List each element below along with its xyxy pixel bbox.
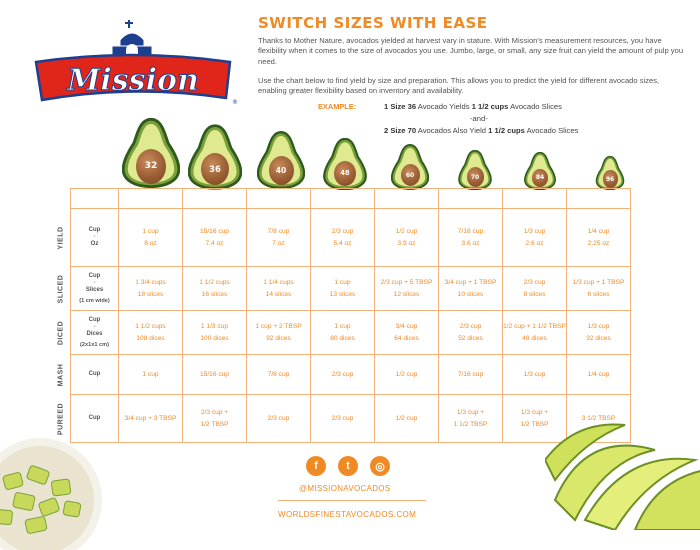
avocado-pit-label: 70 — [467, 167, 484, 187]
unit-secondary-note: (2x1x1 cm) — [80, 341, 109, 348]
cell-primary-value: 3 1/2 TBSP — [581, 414, 616, 422]
cell-primary-value: 1/2 cup — [395, 414, 418, 422]
cell-secondary-value: 8 oz — [144, 239, 157, 247]
cell-primary-value: 1 3/4 cups — [135, 278, 166, 286]
table-cell — [567, 267, 631, 311]
table-cell — [247, 355, 311, 395]
cell-primary-value: 7/16 cup — [457, 370, 484, 378]
table-cell — [503, 311, 567, 355]
yield-chart-table — [57, 188, 631, 443]
cell-primary-value: 2/3 cup — [331, 414, 354, 422]
cell-secondary-value: 8 slices — [523, 290, 546, 298]
row-unit-cell — [57, 355, 119, 395]
unit-primary: Cup — [88, 415, 101, 421]
cell-primary-value: 7/8 cup — [267, 370, 290, 378]
cell-primary-value: 1 cup — [334, 322, 351, 330]
avocado-pit-label: 32 — [136, 149, 166, 184]
avocado-size-48 — [323, 138, 367, 190]
avocado-pit-label: 36 — [201, 153, 229, 185]
row-label: DICED — [57, 320, 65, 345]
table-row-diced — [71, 311, 631, 355]
cell-secondary-value: 80 dices — [330, 334, 355, 342]
example-line-1: 1 Size 36 Avocado Yields 1 1/2 cups Avocado Slices — [384, 102, 562, 111]
footer-divider — [278, 500, 426, 501]
logo-wordmark: Mission — [67, 63, 199, 98]
social-handle[interactable]: @MISSIONAVOCADOS — [299, 484, 391, 493]
table-cell — [375, 209, 439, 267]
cell-primary-value: 1 cup + 2 TBSP — [255, 322, 302, 330]
cell-primary-value: 1 cup — [334, 278, 351, 286]
unit-secondary: Oz — [90, 241, 99, 247]
twitter-icon[interactable]: t — [338, 456, 358, 476]
cell-primary-value: 2/3 cup — [331, 227, 354, 235]
cell-primary-value: 1/3 cup + 1 TBSP — [572, 278, 625, 286]
unit-primary: Cup — [88, 272, 101, 279]
row-label: YIELD — [57, 225, 65, 250]
avocado-size-96 — [595, 156, 625, 190]
cell-secondary-value: 92 dices — [266, 334, 291, 342]
avocado-pit-label: 60 — [401, 164, 420, 186]
cell-primary-value: 7/8 cup — [267, 227, 290, 235]
table-cell — [567, 311, 631, 355]
cell-secondary-value: 14 slices — [265, 290, 292, 298]
unit-primary: Cup — [88, 227, 101, 233]
cell-primary-value: 3/4 cup + 3 TBSP — [124, 414, 177, 422]
table-header-row — [71, 189, 631, 209]
cell-primary-value: 1 cup — [142, 227, 159, 235]
cell-secondary-value: 108 dices — [136, 334, 165, 342]
cell-primary-value: 1 1/4 cups — [263, 278, 294, 286]
row-unit-cell: DICED Cup - Dices (2x1x1 cm) — [71, 311, 119, 355]
cell-secondary-value: 32 dices — [586, 334, 611, 342]
cell-primary-value: 1 1/2 cups — [199, 278, 230, 286]
cell-secondary-value: 1 1/2 TBSP — [453, 420, 488, 428]
row-label: PUREED — [57, 402, 65, 435]
cell-secondary-value: 18 slices — [137, 290, 164, 298]
cell-secondary-value: 2.6 oz — [525, 239, 544, 247]
cell-secondary-value: 3.9 oz — [397, 239, 416, 247]
cell-primary-value: 1 cup — [142, 370, 159, 378]
avocado-size-40 — [257, 130, 305, 190]
cell-primary-value: 3/4 cup — [395, 322, 418, 330]
cell-secondary-value: 100 dices — [200, 334, 229, 342]
table-row-mash — [71, 355, 631, 395]
cell-primary-value: 2/3 cup — [267, 414, 290, 422]
cell-secondary-value: 5.4 oz — [333, 239, 352, 247]
cell-secondary-value: 7 oz — [272, 239, 285, 247]
cell-secondary-value: 3.6 oz — [461, 239, 480, 247]
cell-primary-value: 2/3 cup — [331, 370, 354, 378]
table-cell — [247, 311, 311, 355]
cell-primary-value: 2/3 cup + 5 TBSP — [380, 278, 433, 286]
cell-primary-value: 3/4 cup + 1 TBSP — [444, 278, 497, 286]
cell-primary-value: 7/16 cup — [457, 227, 484, 235]
table-row-yield — [71, 209, 631, 267]
cell-primary-value: 1/3 cup + — [456, 408, 485, 416]
table-cell — [375, 395, 439, 443]
table-cell — [183, 355, 247, 395]
cell-secondary-value: 13 slices — [329, 290, 356, 298]
example-line-2: 2 Size 70 Avocados Also Yield 1 1/2 cups Avocado Slices — [384, 126, 579, 135]
table-cell — [311, 355, 375, 395]
table-cell — [375, 267, 439, 311]
cell-secondary-value: 16 slices — [201, 290, 228, 298]
example-label: EXAMPLE: — [318, 102, 357, 111]
table-cell — [247, 395, 311, 443]
table-cell — [247, 209, 311, 267]
avocado-size-60 — [391, 144, 429, 190]
cell-secondary-value: 6 slices — [587, 290, 610, 298]
table-cell — [439, 267, 503, 311]
row-label: MASH — [57, 363, 65, 386]
table-cell — [247, 267, 311, 311]
table-cell — [503, 267, 567, 311]
cell-primary-value: 1/2 cup — [395, 227, 418, 235]
cell-secondary-value: 48 dices — [522, 334, 547, 342]
instagram-icon[interactable]: ◎ — [370, 456, 390, 476]
table-cell — [119, 209, 183, 267]
cell-primary-value: 1 1/3 cup — [200, 322, 229, 330]
unit-primary: Cup — [88, 316, 101, 323]
avocado-pit-label: 84 — [532, 169, 548, 187]
table-cell — [311, 267, 375, 311]
table-cell — [439, 311, 503, 355]
table-cell — [439, 355, 503, 395]
mission-logo — [28, 18, 238, 108]
cell-primary-value: 1 1/2 cups — [135, 322, 166, 330]
table-cell — [375, 355, 439, 395]
table-cell — [439, 395, 503, 443]
avocado-size-36 — [188, 124, 242, 190]
table-cell — [119, 311, 183, 355]
table-cell — [183, 311, 247, 355]
avocado-pit-label: 48 — [334, 161, 356, 186]
avocado-pit-label: 40 — [269, 156, 294, 185]
table-cell — [567, 355, 631, 395]
cell-primary-value: 2/3 cup + — [200, 408, 229, 416]
cell-secondary-value: 64 dices — [394, 334, 419, 342]
avocado-size-70 — [458, 150, 492, 190]
table-cell — [183, 395, 247, 443]
cell-secondary-value: 52 dices — [458, 334, 483, 342]
cell-secondary-value: 10 slices — [457, 290, 484, 298]
table-cell — [183, 209, 247, 267]
cell-primary-value: 1/4 cup — [587, 370, 610, 378]
cell-primary-value: 15/16 cup — [200, 227, 229, 235]
table-cell — [183, 267, 247, 311]
row-label: SLICED — [57, 274, 65, 303]
row-unit-cell: YIELD Cup - Oz — [71, 209, 119, 267]
cell-primary-value: 1/4 cup — [587, 227, 610, 235]
unit-primary: Cup — [88, 371, 101, 377]
table-cell — [567, 209, 631, 267]
cell-primary-value: 2/3 cup — [523, 278, 546, 286]
table-cell — [311, 311, 375, 355]
cell-secondary-value: 7.4 oz — [205, 239, 224, 247]
unit-secondary: Dices — [86, 330, 103, 337]
cell-secondary-value: 1/2 TBSP — [520, 420, 549, 428]
table-row-sliced — [71, 267, 631, 311]
cell-primary-value: 15/16 cup — [200, 370, 229, 378]
table-cell — [119, 395, 183, 443]
cell-secondary-value: 12 slices — [393, 290, 420, 298]
sliced-avocado-image — [545, 420, 700, 530]
table-cell — [503, 355, 567, 395]
cell-primary-value: 1/3 cup — [523, 370, 546, 378]
table-cell — [375, 311, 439, 355]
avocado-size-32 — [122, 116, 180, 190]
cell-primary-value: 1/3 cup + — [520, 408, 549, 416]
row-unit-cell: SLICED Cup - Slices (1 cm wide) — [71, 267, 119, 311]
table-cell — [439, 209, 503, 267]
cell-primary-value: 1/2 cup + 1 1/2 TBSP — [503, 322, 566, 330]
cell-primary-value: 1/3 cup — [523, 227, 546, 235]
instructions-paragraph: Use the chart below to find yield by size and preparation. This allows you to predict the yield for different avocado sizes, enabling greater flexibility based on inventory and availability. — [258, 76, 660, 96]
table-cell — [311, 395, 375, 443]
avocado-pit-label: 96 — [603, 170, 618, 187]
page-title: SWITCH SIZES WITH EASE — [258, 14, 488, 32]
table-cell — [119, 267, 183, 311]
diced-avocado-bowl-image — [0, 430, 120, 550]
example-and: -and- — [470, 114, 488, 123]
cell-primary-value: 1/2 cup — [395, 370, 418, 378]
facebook-icon[interactable]: f — [306, 456, 326, 476]
cell-secondary-value: 1/2 TBSP — [200, 420, 229, 428]
cell-secondary-value: 2.25 oz — [587, 239, 610, 247]
unit-secondary-note: (1 cm wide) — [79, 297, 110, 304]
table-cell — [119, 355, 183, 395]
website-link[interactable]: WORLDSFINESTAVOCADOS.COM — [278, 510, 417, 519]
avocado-size-84 — [524, 152, 556, 190]
unit-secondary: Slices — [85, 286, 104, 293]
table-cell — [311, 209, 375, 267]
table-cell — [503, 209, 567, 267]
cell-primary-value: 1/3 cup — [587, 322, 610, 330]
cell-primary-value: 2/3 cup — [459, 322, 482, 330]
svg-text:®: ® — [232, 99, 238, 106]
intro-paragraph: Thanks to Mother Nature, avocados yielded at harvest vary in stature. With Mission's measurement resources, you have flexibility when it comes to the size of avocados you use. Jumbo, large, or small, any size fruit can yield the amount of pulp you need. — [258, 36, 684, 66]
